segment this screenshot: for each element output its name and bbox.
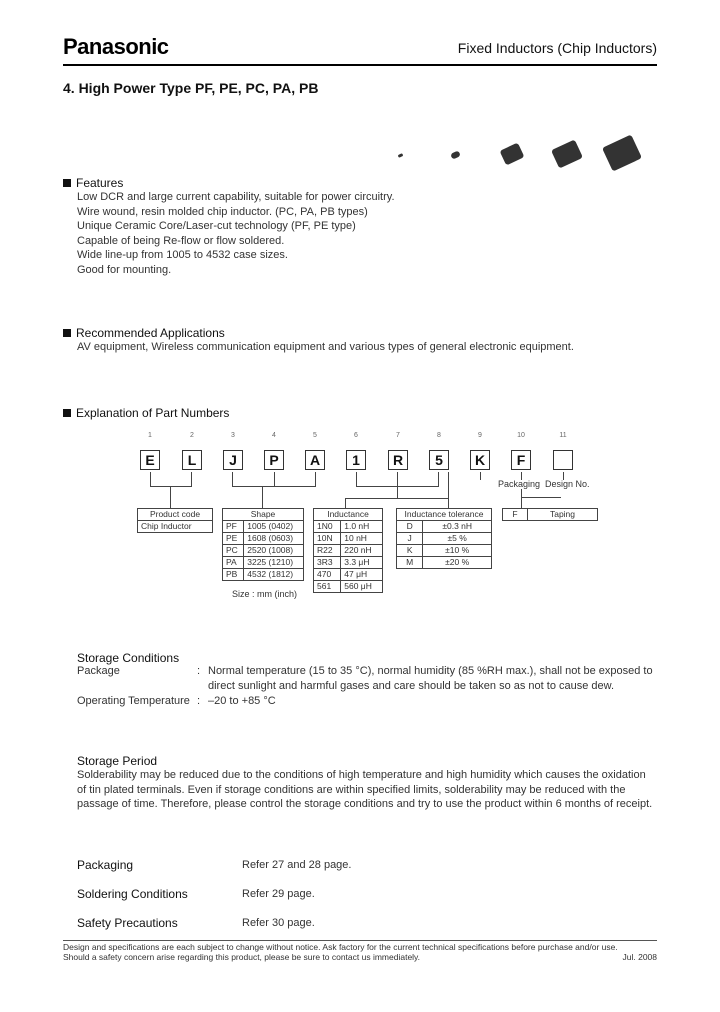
soldering-ref-label: Soldering Conditions <box>77 887 188 901</box>
table-row: K ±10 % <box>397 545 492 557</box>
connector-line <box>397 486 398 498</box>
table-header: Shape <box>223 509 304 521</box>
position-number: 5 <box>313 432 317 439</box>
chip-pe-image <box>450 150 461 159</box>
table-row: 561 560 μH <box>314 581 383 593</box>
position-number: 7 <box>396 432 400 439</box>
position-number: 3 <box>231 432 235 439</box>
position-number: 6 <box>354 432 358 439</box>
part-char-box: R <box>388 450 408 470</box>
connector-line <box>521 497 561 498</box>
part-char-box <box>553 450 573 470</box>
feature-item: Unique Ceramic Core/Laser-cut technology (PF, PE type) <box>77 220 356 233</box>
tolerance-table <box>396 508 492 569</box>
feature-item: Wide line-up from 1005 to 4532 case sizes. <box>77 249 288 262</box>
bullet-square-icon <box>63 409 71 417</box>
storage-conditions-heading: Storage Conditions <box>77 651 180 665</box>
operating-temp-sep: : <box>197 695 201 707</box>
table-header: Inductance <box>314 509 383 521</box>
part-char-box: L <box>182 450 202 470</box>
part-char-box: J <box>223 450 243 470</box>
position-number: 4 <box>272 432 276 439</box>
connector-line <box>480 472 481 480</box>
packaging-label: Packaging <box>498 479 541 489</box>
connector-line <box>150 472 151 486</box>
table-header: Inductance tolerance <box>397 509 492 521</box>
part-char-box: F <box>511 450 531 470</box>
position-number: 11 <box>559 432 567 439</box>
applications-text: AV equipment, Wireless communication equipment and various types of general electronic equipment. <box>77 341 574 353</box>
packaging-ref-link[interactable]: Refer 27 and 28 page. <box>242 859 352 871</box>
part-char-box: 5 <box>429 450 449 470</box>
package-sep: : <box>197 665 201 677</box>
connector-line <box>315 472 316 486</box>
table-row: PF 1005 (0402) <box>223 521 304 533</box>
table-row: PE 1608 (0603) <box>223 533 304 545</box>
package-label: Package <box>77 665 120 677</box>
feature-item: Good for mounting. <box>77 263 172 276</box>
table-row: 1N0 1.0 nH <box>314 521 383 533</box>
shape-table <box>222 508 304 581</box>
feature-item: Low DCR and large current capability, suitable for power circuitry. <box>77 191 395 203</box>
part-char-box: P <box>264 450 284 470</box>
table-row: PC 2520 (1008) <box>223 545 304 557</box>
connector-line <box>170 486 171 508</box>
connector-line <box>232 486 316 487</box>
feature-item: Capable of being Re-flow or flow soldered. <box>77 234 285 247</box>
footer-disclaimer-1: Design and specifications are each subject to change without notice. Ask factory for the current technical specifications before purchase and/or use. <box>63 942 618 952</box>
brand-logo: Panasonic <box>63 34 169 59</box>
product-photos <box>390 140 650 180</box>
connector-line <box>356 472 357 486</box>
design-no-label: Design No. <box>545 479 590 489</box>
safety-ref-link[interactable]: Refer 30 page. <box>242 917 315 929</box>
page-title: 4. High Power Type PF, PE, PC, PA, PB <box>63 80 319 96</box>
table-cell: Chip Inductor <box>138 521 213 533</box>
footer-rule <box>63 940 657 941</box>
chip-pa-image <box>551 139 583 168</box>
connector-line <box>232 472 233 486</box>
operating-temp-value: –20 to +85 °C <box>208 695 276 707</box>
connector-line <box>150 486 192 487</box>
features-heading: Features <box>63 176 123 190</box>
shape-size-note: Size : mm (inch) <box>232 589 298 599</box>
chip-pf-image <box>398 153 404 158</box>
connector-line <box>262 486 263 508</box>
operating-temp-label: Operating Temperature <box>77 695 190 707</box>
table-header: Product code <box>138 509 213 521</box>
bullet-square-icon <box>63 179 71 187</box>
connector-line <box>274 472 275 486</box>
position-number: 2 <box>190 432 194 439</box>
connector-line <box>438 472 439 486</box>
table-row: R22 220 nH <box>314 545 383 557</box>
footer-disclaimer-2: Should a safety concern arise regarding this product, please be sure to contact us immediately. <box>63 952 421 962</box>
connector-line <box>521 489 522 508</box>
footer-date: Jul. 2008 <box>622 952 657 962</box>
document-category: Fixed Inductors (Chip Inductors) <box>457 40 657 56</box>
part-char-box: A <box>305 450 325 470</box>
feature-item: Wire wound, resin molded chip inductor. (PC, PA, PB types) <box>77 205 368 218</box>
connector-line <box>345 498 346 508</box>
bullet-square-icon <box>63 329 71 337</box>
safety-ref-label: Safety Precautions <box>77 916 178 930</box>
packaging-table <box>502 508 598 521</box>
connector-line <box>397 472 398 486</box>
position-number: 10 <box>517 432 525 439</box>
features-list <box>77 190 395 278</box>
table-row: PA 3225 (1210) <box>223 557 304 569</box>
part-char-box: 1 <box>346 450 366 470</box>
part-numbers-heading: Explanation of Part Numbers <box>63 406 229 420</box>
soldering-ref-link[interactable]: Refer 29 page. <box>242 888 315 900</box>
table-row: F Taping <box>503 509 598 521</box>
connector-line <box>345 498 449 499</box>
inductance-table <box>313 508 383 593</box>
chip-pb-image <box>602 134 642 171</box>
table-row: PB 4532 (1812) <box>223 569 304 581</box>
part-char-box: K <box>470 450 490 470</box>
connector-line <box>448 472 449 508</box>
table-row: 470 47 μH <box>314 569 383 581</box>
packaging-ref-label: Packaging <box>77 858 134 872</box>
table-row: J ±5 % <box>397 533 492 545</box>
table-row: M ±20 % <box>397 557 492 569</box>
package-text: Normal temperature (15 to 35 °C), normal humidity (85 %RH max.), shall not be exposed to direct sunlight and harmful gases and care should be taken so as not to cause dew. <box>208 665 653 692</box>
connector-line <box>191 472 192 486</box>
table-row: 10N 10 nH <box>314 533 383 545</box>
table-row: 3R3 3.3 μH <box>314 557 383 569</box>
part-char-box: E <box>140 450 160 470</box>
header-rule <box>63 64 657 66</box>
storage-period-heading: Storage Period <box>77 754 158 768</box>
position-number: 8 <box>437 432 441 439</box>
position-number: 1 <box>148 432 152 439</box>
storage-period-text: Solderability may be reduced due to the conditions of high temperature and high humidity which causes the oxidation of tin plated terminals. Even if storage conditions are within specified limits, solderability may be reduced with the passage of time. Therefore, please control the storage conditions and try to use the product within 6 months of receipt. <box>77 769 653 811</box>
position-number: 9 <box>478 432 482 439</box>
chip-pc-image <box>500 143 525 166</box>
product-code-table <box>137 508 213 533</box>
table-row: D ±0.3 nH <box>397 521 492 533</box>
applications-heading: Recommended Applications <box>63 326 225 340</box>
